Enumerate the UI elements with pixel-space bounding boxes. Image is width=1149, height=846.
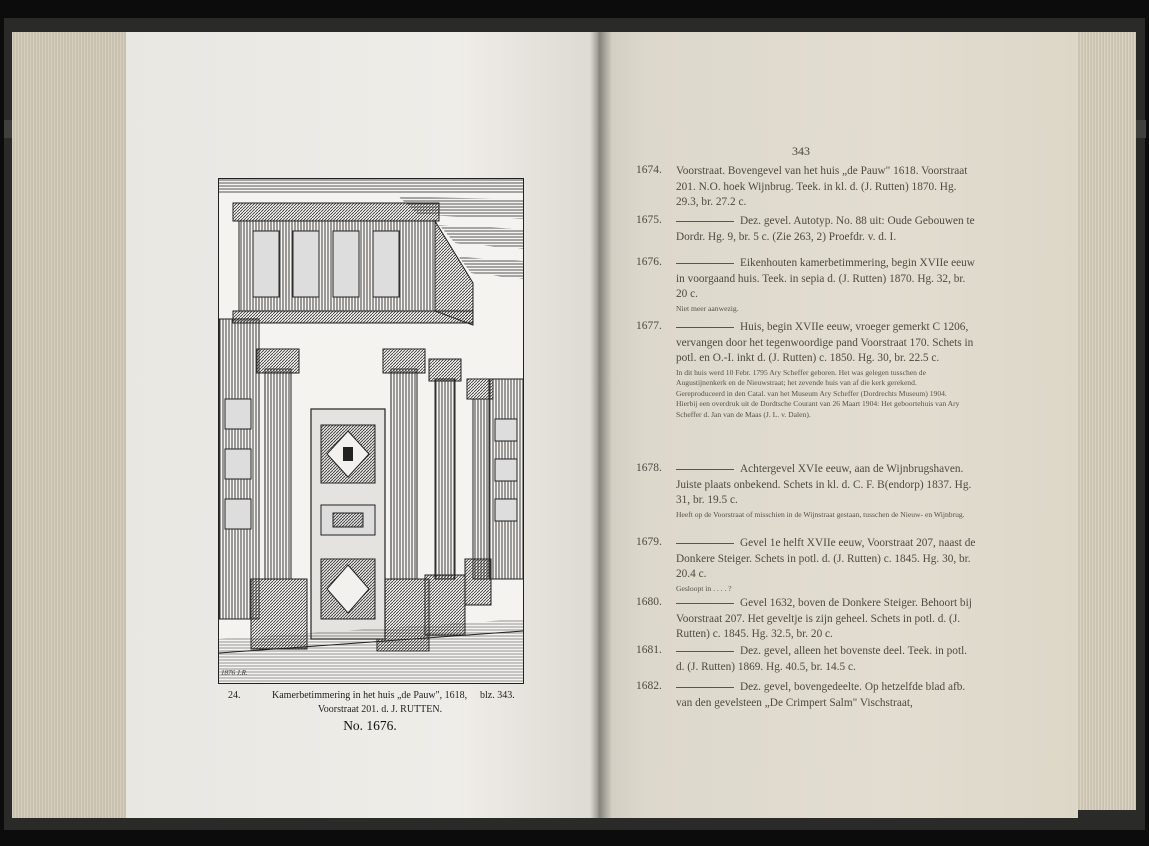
ditto-dash (676, 651, 734, 652)
entry-text: Dez. gevel. Autotyp. No. 88 uit: Oude Gebouwen te Dordr. Hg. 9, br. 5 c. (Zie 263, 2) Proefdr. v. d. I. (676, 215, 975, 243)
entry-text: Dez. gevel, alleen het bovenste deel. Teek. in potl. d. (J. Rutten) 1869. Hg. 40.5, br. 14.5 c. (676, 645, 968, 673)
ditto-dash (676, 603, 734, 604)
entry-text: Gevel 1e helft XVIIe eeuw, Voorstraat 207, naast de Donkere Steiger. Schets in potl. d. (J. Rutten) c. 1845. Hg. 30, br. 20.4 c. (676, 537, 976, 580)
entry-note: Hierbij een overdruk uit de Dordtsche Courant van 26 Maart 1904: Het geboortehuis van Ary Scheffer d. Jan van de Maas (J. L. v. Dalen). (676, 399, 960, 419)
plate-page-ref: blz. 343. (480, 690, 515, 701)
wood-paneling-illustration (219, 179, 523, 683)
entry-number: 1676. (636, 256, 662, 268)
entry-number: 1680. (636, 596, 662, 608)
entry-number: 1682. (636, 680, 662, 692)
ditto-dash (676, 221, 734, 222)
catalog-number: No. 1676. (343, 718, 397, 733)
ditto-dash (676, 687, 734, 688)
plate-caption-line2: Voorstraat 201. d. J. RUTTEN. (317, 704, 443, 715)
entry-note: Niet meer aanwezig. (676, 303, 739, 313)
entry-text: Dez. gevel, bovengedeelte. Op hetzelfde blad afb. van den gevelsteen „De Crimpert Salm" Vischstraat, (676, 681, 966, 709)
entry-text: Gevel 1632, boven de Donkere Steiger. Behoort bij Voorstraat 207. Het geveltje is zijn geheel. Schets in potl. d. (J. Rutten) c. 1845. Hg. 32.5, br. 20 c. (676, 597, 972, 640)
entry-number: 1678. (636, 462, 662, 474)
entry-text: Huis, begin XVIIe eeuw, vroeger gemerkt C 1206, vervangen door het tegenwoordige pand Voorstraat 170. Schets in potl. en O.-I. inkt d. (J. Rutten) c. 1850. Hg. 30, br. 22.5 c. (676, 321, 974, 364)
entry-text: Eikenhouten kamerbetimmering, begin XVIIe eeuw in voorgaand huis. Teek. in sepia d. (J. Rutten) 1870. Hg. 32, br. 20 c. (676, 257, 975, 300)
entry-number: 1677. (636, 320, 662, 332)
book-gutter (590, 32, 612, 818)
ditto-dash (676, 263, 734, 264)
ditto-dash (676, 327, 734, 328)
plate-signature: 1876 J.R. (221, 669, 248, 677)
entry-number: 1674. (636, 164, 662, 176)
plate-caption-line1: Kamerbetimmering in het huis „de Pauw", 1618, (272, 690, 468, 701)
entry-note: Gesloopt in . . . . ? (676, 583, 732, 593)
plate-number: 24. (228, 690, 241, 701)
entry-text: Achtergevel XVIe eeuw, aan de Wijnbrugshaven. Juiste plaats onbekend. Schets in kl. d. C. F. B(endorp) 1837. Hg. 31, br. 19.5 c. (676, 463, 972, 506)
entry-number: 1681. (636, 644, 662, 656)
entry-note: In dit huis werd 10 Febr. 1795 Ary Scheffer geboren. Het was gelegen tusschen de Augustijnenkerk en de Nieuwstraat; het zevende huis van af die kerk gerekend. (676, 367, 926, 387)
engraving-plate (218, 178, 524, 684)
ditto-dash (676, 543, 734, 544)
entry-number: 1675. (636, 214, 662, 226)
page-edges-left (12, 32, 134, 818)
entry-note: Gereproduceerd in den Catal. van het Museum Ary Scheffer (Dordrechts Museum) 1904. (676, 388, 947, 398)
page-number: 343 (792, 144, 810, 158)
entry-number: 1679. (636, 536, 662, 548)
entry-text: Voorstraat. Bovengevel van het huis „de Pauw" 1618. Voorstraat 201. N.O. hoek Wijnbrug. Teek. in kl. d. (J. Rutten) 1870. Hg. 29.3, br. 27.2 c. (676, 165, 968, 208)
entry-note: Heeft op de Voorstraat of misschien in de Wijnstraat gestaan, tusschen de Nieuw- en Wijnbrug. (676, 509, 965, 519)
ditto-dash (676, 469, 734, 470)
